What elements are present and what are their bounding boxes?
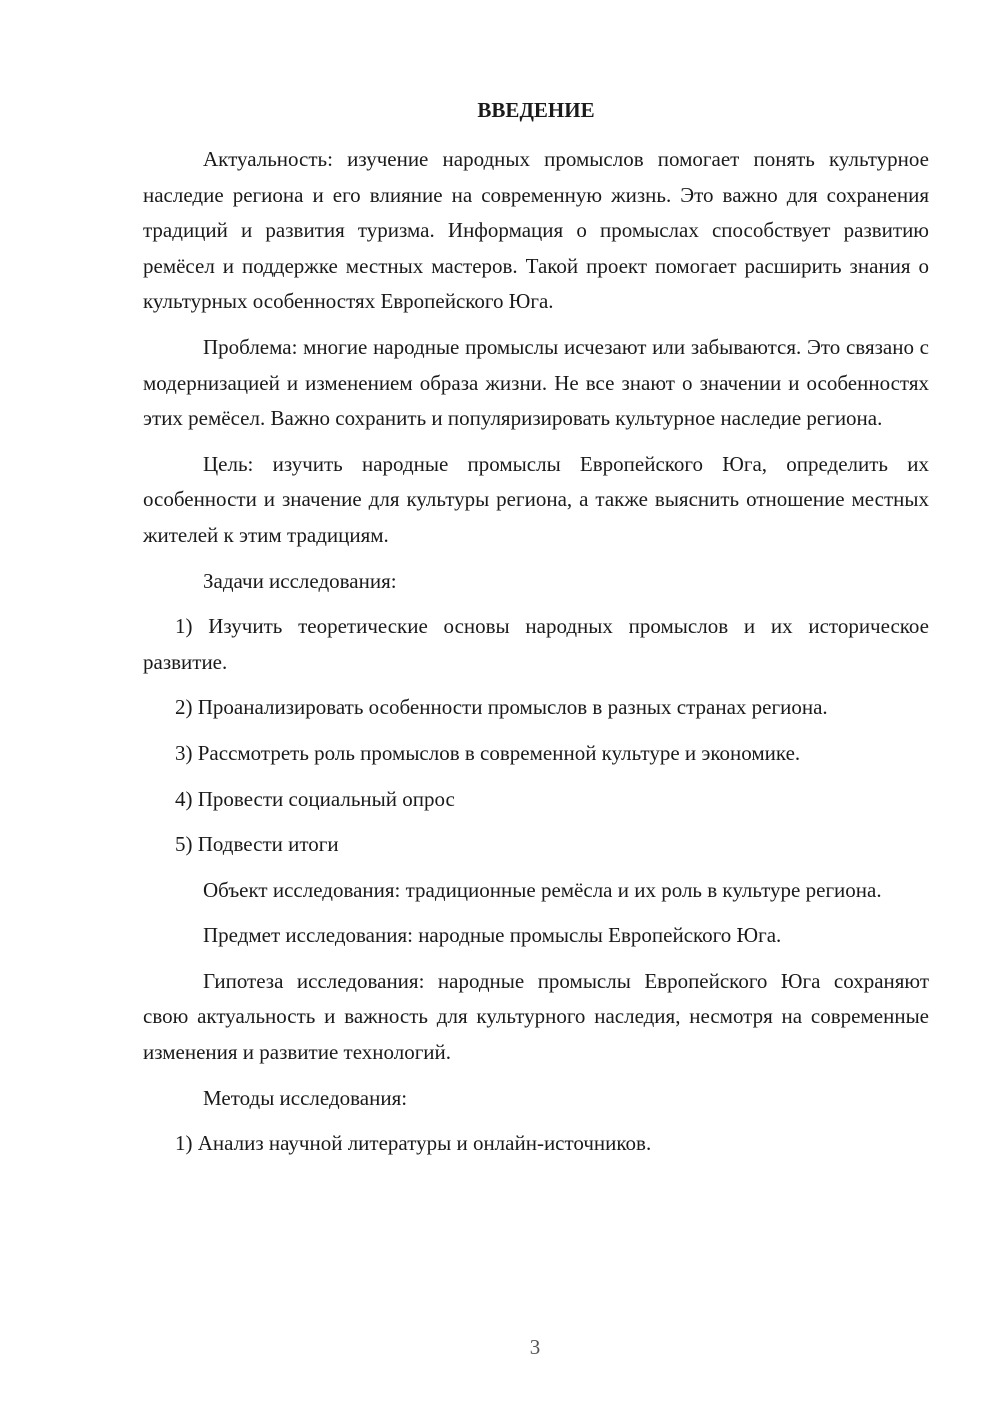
paragraph-subject: Предмет исследования: народные промыслы Европейского Юга. — [203, 923, 782, 948]
paragraph-methods-heading: Методы исследования: — [203, 1085, 408, 1110]
paragraph-hypothesis: Гипотеза исследования: народные промыслы Европейского Юга сохраняют свою актуальность и важность для культурного наследия, несмотря на современные изменения и развитие технологий. — [143, 968, 929, 1065]
list-item-method-1: 1) Анализ научной литературы и онлайн-источников. — [175, 1131, 652, 1156]
document-body — [143, 142, 929, 1172]
paragraph-goal: Цель: изучить народные промыслы Европейского Юга, определить их особенности и значение для культуры региона, а также выяснить отношение местных жителей к этим традициям. — [143, 451, 929, 547]
page-title: ВВЕДЕНИЕ — [477, 98, 595, 122]
paragraph-problem: Проблема: многие народные промыслы исчезают или забываются. Это связано с модернизацией и изменением образа жизни. Не все знают о значении и особенностях этих ремёсел. Важно сохранить и популяризировать культурное наследие региона. — [143, 334, 929, 431]
list-item-task-2: 2) Проанализировать особенности промыслов в разных странах региона. — [175, 695, 828, 720]
page-number: 3 — [529, 1335, 541, 1359]
paragraph-tasks-heading: Задачи исследования: — [203, 568, 397, 593]
paragraph-object: Объект исследования: традиционные ремёсла и их роль в культуре региона. — [203, 877, 882, 902]
list-item-task-3: 3) Рассмотреть роль промыслов в современной культуре и экономике. — [175, 740, 801, 765]
list-item-task-1: 1) Изучить теоретические основы народных промыслов и их историческое развитие. — [143, 614, 929, 674]
list-item-task-5: 5) Подвести итоги — [175, 832, 339, 857]
list-item-task-4: 4) Провести социальный опрос — [175, 786, 455, 811]
paragraph-relevance: Актуальность: изучение народных промыслов помогает понять культурное наследие региона и его влияние на современную жизнь. Это важно для сохранения традиций и развития туризма. Информация о промыслах способствует развитию ремёсел и поддержке местных мастеров. Такой проект помогает расширить знания о культурных особенностях Европейского Юга. — [143, 147, 929, 314]
